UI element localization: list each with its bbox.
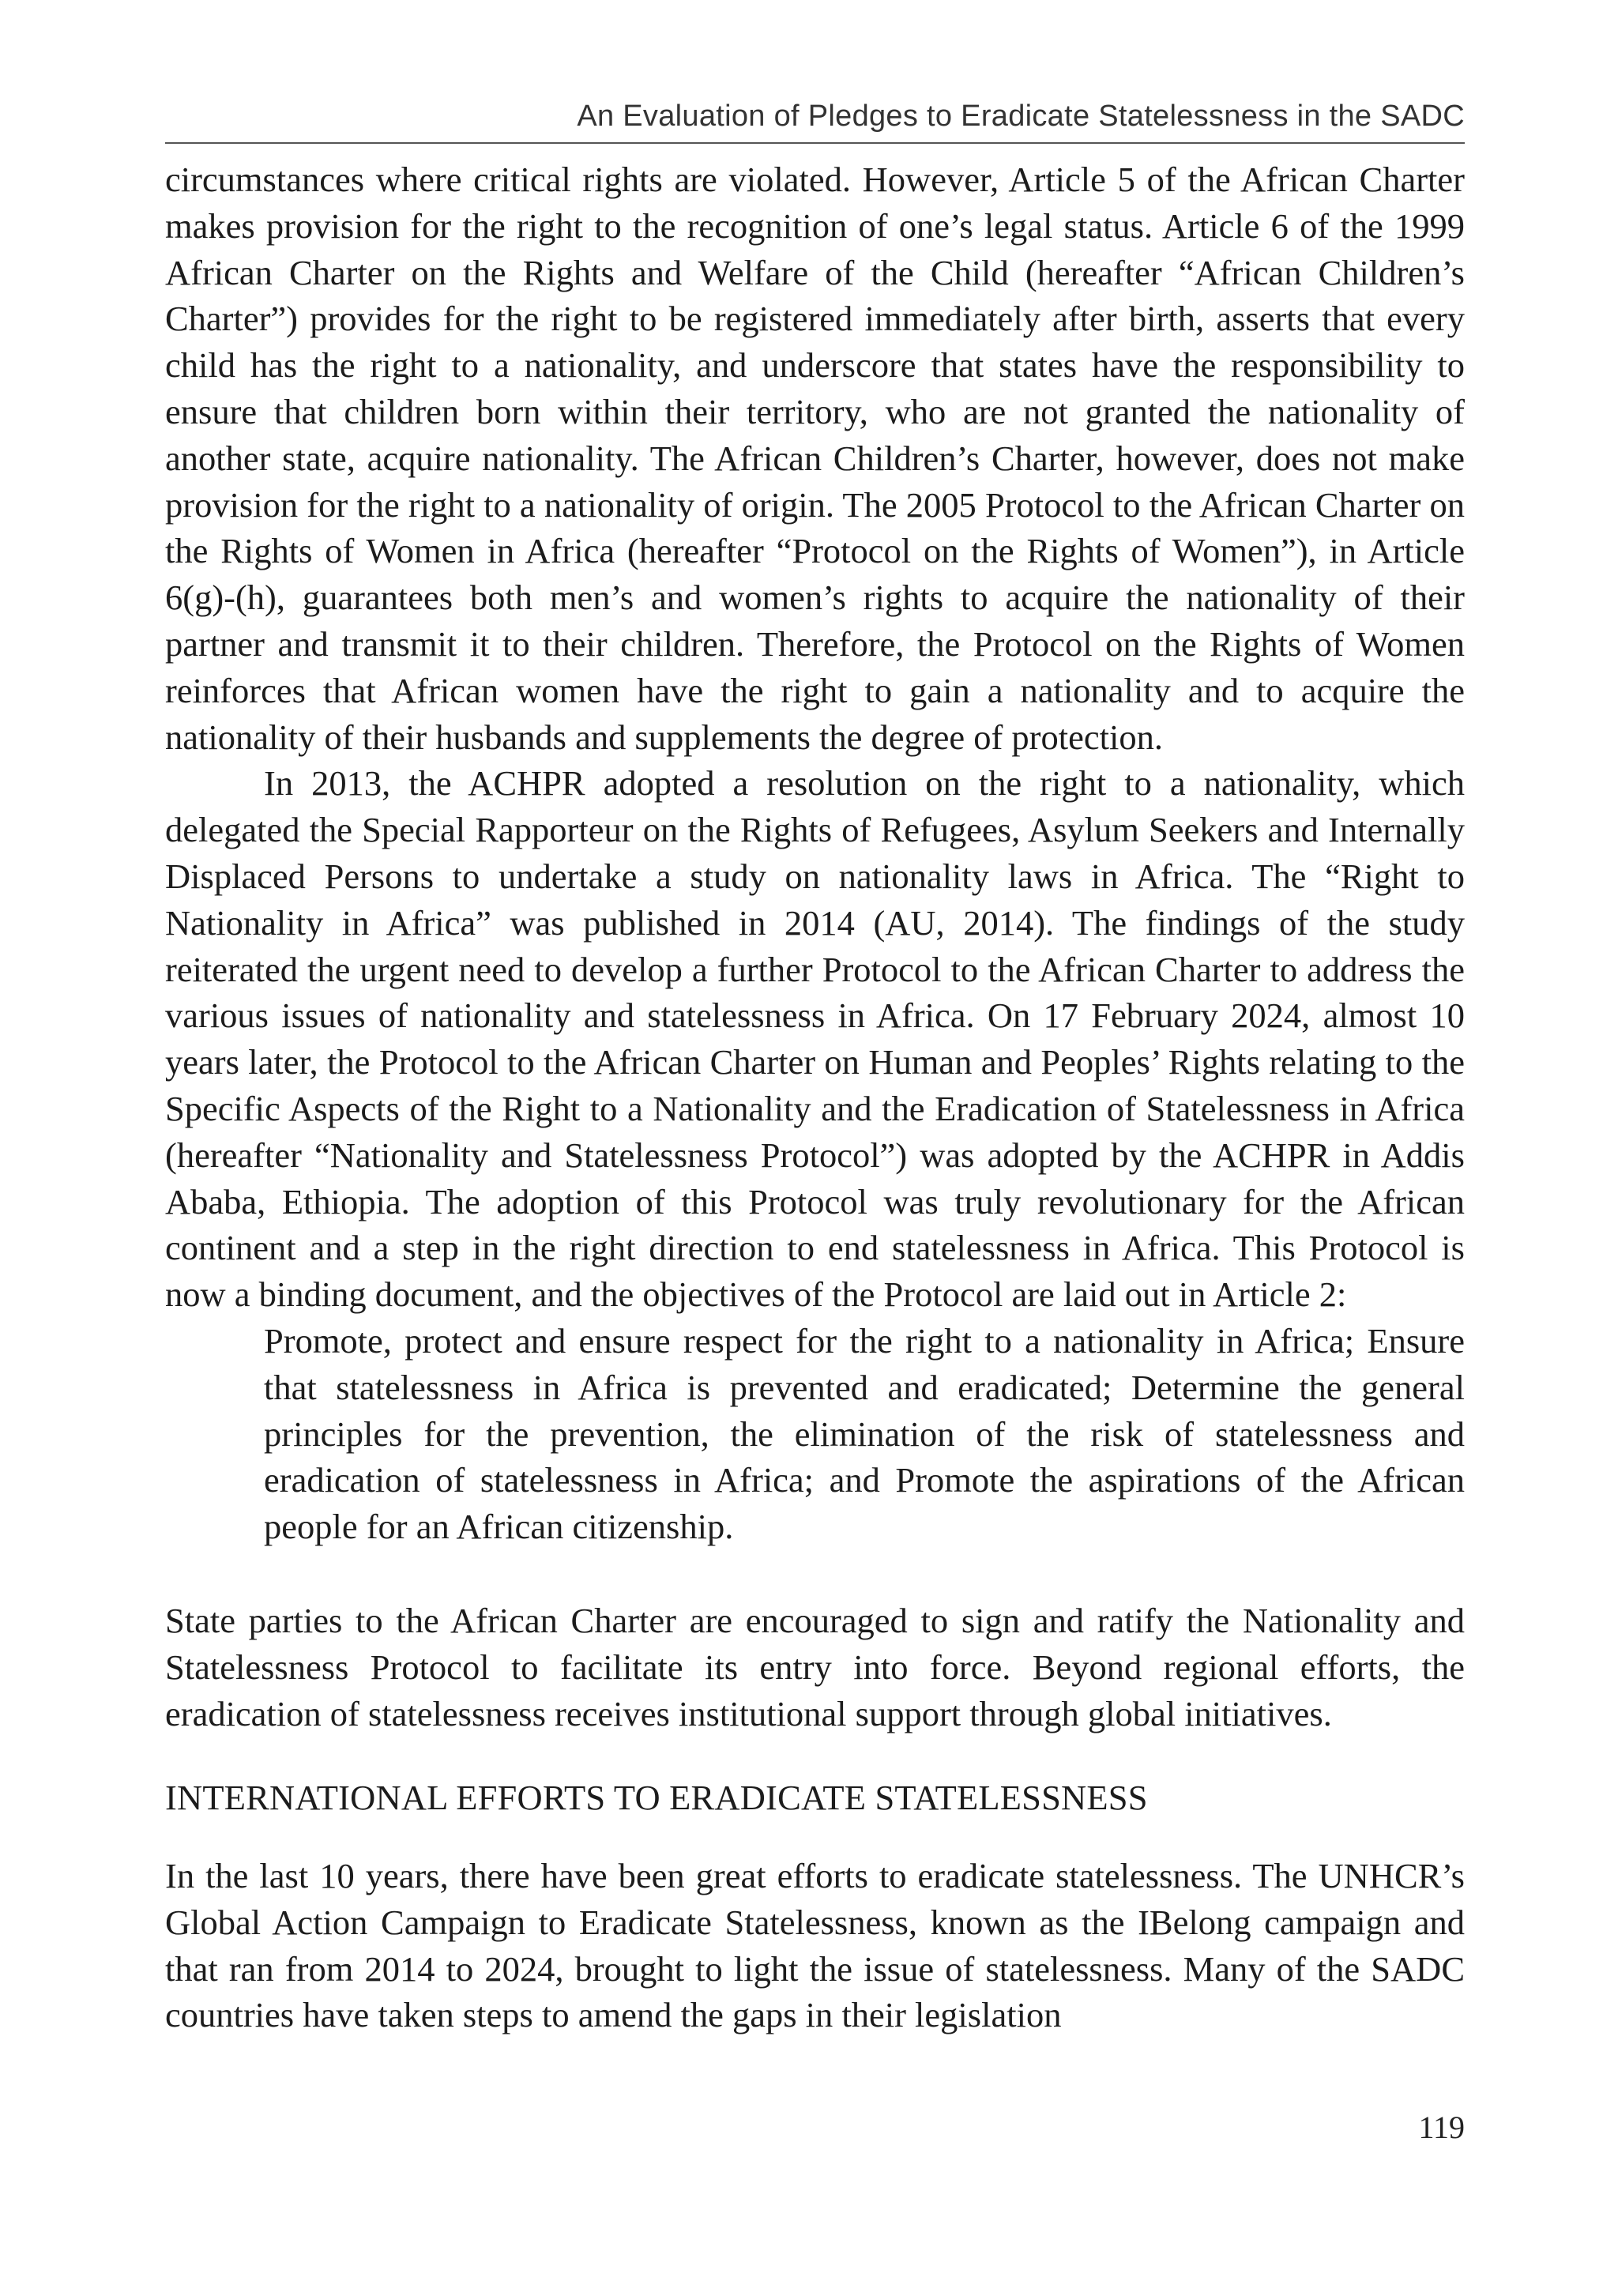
running-header: An Evaluation of Pledges to Eradicate Statelessness in the SADC (577, 100, 1465, 133)
header-rule (165, 142, 1465, 144)
page (165, 0, 1465, 2296)
paragraph-3: State parties to the African Charter are encouraged to sign and ratify the Nationality and Statelessness Protocol to facilitate its entry into force. Beyond regional efforts, the eradication of statelessness receives institutional support through global initiatives. (165, 1600, 1465, 1733)
block-quote-text: Promote, protect and ensure respect for the right to a nationality in Africa; Ensure that statelessness in Africa is prevented and eradicated; Determine the general principles for the prevention, the elimination of the risk of statelessness and eradication of statelessness in Africa; and Promote the aspirations of the African people for an African citizenship. (264, 1320, 1465, 1547)
section-heading: INTERNATIONAL EFFORTS TO ERADICATE STATELESSNESS (165, 1778, 1148, 1818)
paragraph-2: In 2013, the ACHPR adopted a resolution on the right to a nationality, which delegated the Special Rapporteur on the Rights of Refugees, Asylum Seekers and Internally Displaced Persons to undertake a study on nationality laws in Africa. The “Right to Nationality in Africa” was published in 2014 (AU, 2014). The findings of the study reiterated the urgent need to develop a further Protocol to the African Charter to address the various issues of nationality and statelessness in Africa. On 17 February 2024, almost 10 years later, the Protocol to the African Charter on Human and Peoples’ Rights relating to the Specific Aspects of the Right to a Nationality and the Eradication of Statelessness in Africa (hereafter “Nationality and Statelessness Protocol”) was adopted by the ACHPR in Addis Ababa, Ethiopia. The adoption of this Protocol was truly revolutionary for the African continent and a step in the right direction to end statelessness in Africa. This Protocol is now a binding document, and the objectives of the Protocol are laid out in Article 2: (165, 763, 1465, 1315)
paragraph-1: circumstances where critical rights are violated. However, Article 5 of the African Charter makes provision for the right to the recognition of one’s legal status. Article 6 of the 1999 African Charter on the Rights and Welfare of the Child (hereafter “African Children’s Charter”) provides for the right to be registered immediately after birth, asserts that every child has the right to a nationality, and underscore that states have the responsibility to ensure that children born within their territory, who are not granted the nationality of another state, acquire nationality. The African Children’s Charter, however, does not make provision for the right to a nationality of origin. The 2005 Protocol to the African Charter on the Rights of Women in Africa (hereafter “Protocol on the Rights of Women”), in Article 6(g)-(h), guarantees both men’s and women’s rights to acquire the nationality of their partner and transmit it to their children. Therefore, the Protocol on the Rights of Women reinforces that African women have the right to gain a nationality and to acquire the nationality of their husbands and supplements the degree of protection. (165, 160, 1465, 757)
page-number: 119 (1418, 2110, 1465, 2145)
block-quote (264, 1318, 1465, 1550)
paragraph-4: In the last 10 years, there have been great efforts to eradicate statelessness. The UNHCR’s Global Action Campaign to Eradicate Statelessness, known as the IBelong campaign and that ran from 2014 to 2024, brought to light the issue of statelessness. Many of the SADC countries have taken steps to amend the gaps in their legislation (165, 1856, 1465, 2035)
page-body (165, 156, 1465, 2038)
